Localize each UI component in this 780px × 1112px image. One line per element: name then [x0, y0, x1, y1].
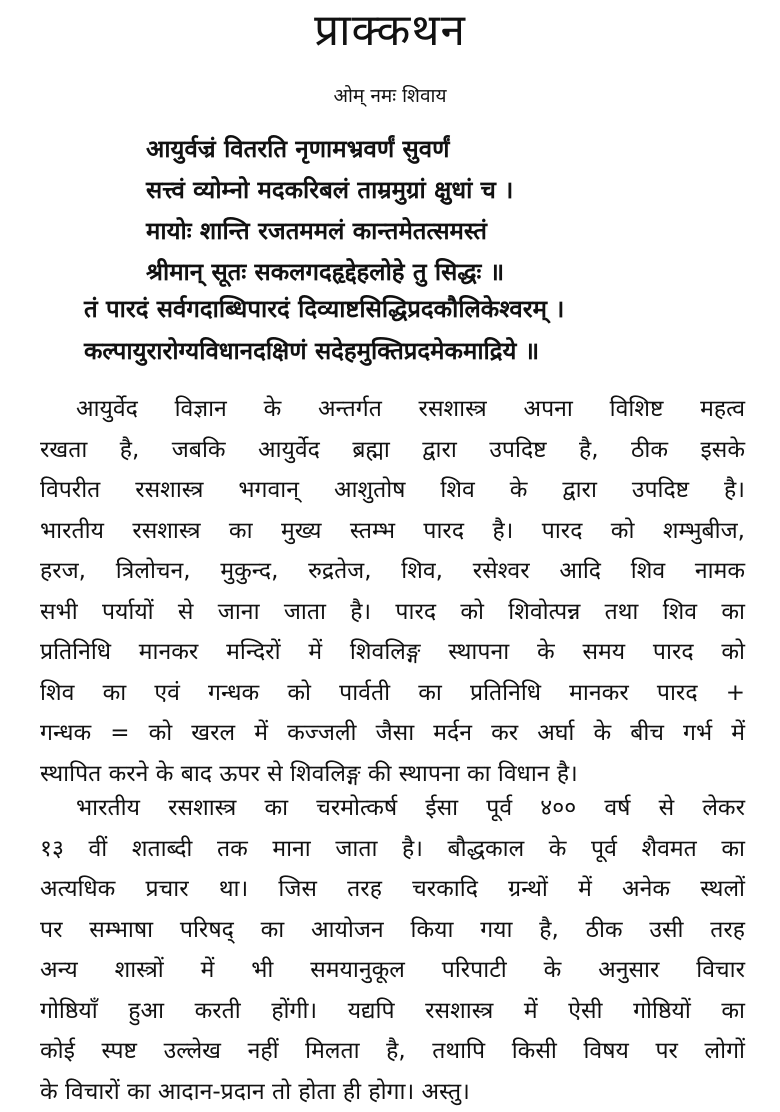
paragraph-line: रखता है, जबकि आयुर्वेद ब्रह्मा द्वारा उपदिष्ट है, ठीक इसके	[40, 430, 745, 471]
paragraph-line: पर सम्भाषा परिषद् का आयोजन किया गया है, ठीक उसी तरह	[40, 910, 745, 951]
verse-line: आयुर्वज्रं वितरति नृणामभ्रवर्णं सुवर्णं	[146, 132, 513, 173]
paragraph-line: प्रतिनिधि मानकर मन्दिरों में शिवलिङ्ग स्थापना के समय पारद को	[40, 632, 745, 673]
verse-line: श्रीमान् सूतः सकलगदहृद्देहलोहे तु सिद्धः ॥	[146, 255, 513, 296]
paragraph-line: गन्धक = को खरल में कज्जली जैसा मर्दन कर अर्घा के बीच गर्भ में	[40, 713, 745, 754]
verse-block-1	[146, 132, 513, 296]
paragraph-line: भारतीय रसशास्त्र का चरमोत्कर्ष ईसा पूर्व ४०० वर्ष से लेकर	[40, 788, 745, 829]
paragraph-line: आयुर्वेद विज्ञान के अन्तर्गत रसशास्त्र अपना विशिष्ट महत्व	[40, 389, 745, 430]
paragraph-line: गोष्ठियाँ हुआ करती होंगी। यद्यपि रसशास्त्र में ऐसी गोष्ठियों का	[40, 991, 745, 1032]
paragraph-line: सभी पर्यायों से जाना जाता है। पारद को शिवोत्पन्न तथा शिव का	[40, 592, 745, 633]
verse-block-2	[84, 292, 564, 376]
paragraph-line: अन्य शास्त्रों में भी समयानुकूल परिपाटी के अनुसार विचार	[40, 950, 745, 991]
verse-line: सत्त्वं व्योम्नो मदकरिबलं ताम्रमुग्रां क्षुधां च ।	[146, 173, 513, 214]
paragraph-2	[40, 788, 745, 1112]
paragraph-1	[40, 389, 745, 794]
verse-line: तं पारदं सर्वगदाब्धिपारदं दिव्याष्टसिद्धिप्रदकौलिकेश्वरम् ।	[84, 292, 564, 334]
verse-line: कल्पायुरारोग्यविधानदक्षिणं सदेहमुक्तिप्रदमेकमाद्रिये ॥	[84, 334, 564, 376]
paragraph-line: भारतीय रसशास्त्र का मुख्य स्तम्भ पारद है। पारद को शम्भुबीज,	[40, 511, 745, 552]
paragraph-line: शिव का एवं गन्धक को पार्वती का प्रतिनिधि मानकर पारद +	[40, 673, 745, 714]
paragraph-line: विपरीत रसशास्त्र भगवान् आशुतोष शिव के द्वारा उपदिष्ट है।	[40, 470, 745, 511]
paragraph-line: के विचारों का आदान-प्रदान तो होता ही होगा। अस्तु।	[40, 1072, 745, 1112]
invocation-line: ओम् नमः शिवाय	[0, 83, 780, 109]
paragraph-line: स्थापित करने के बाद ऊपर से शिवलिङ्ग की स्थापना का विधान है।	[40, 754, 745, 795]
paragraph-line: १३ वीं शताब्दी तक माना जाता है। बौद्धकाल के पूर्व शैवमत का	[40, 829, 745, 870]
paragraph-line: हरज, त्रिलोचन, मुकुन्द, रुद्रतेज, शिव, रसेश्वर आदि शिव नामक	[40, 551, 745, 592]
verse-line: मायोः शान्ति रजतममलं कान्तमेतत्समस्तं	[146, 214, 513, 255]
paragraph-line: कोई स्पष्ट उल्लेख नहीं मिलता है, तथापि किसी विषय पर लोगों	[40, 1031, 745, 1072]
paragraph-line: अत्यधिक प्रचार था। जिस तरह चरकादि ग्रन्थों में अनेक स्थलों	[40, 869, 745, 910]
page-title: प्राक्कथन	[0, 2, 780, 60]
